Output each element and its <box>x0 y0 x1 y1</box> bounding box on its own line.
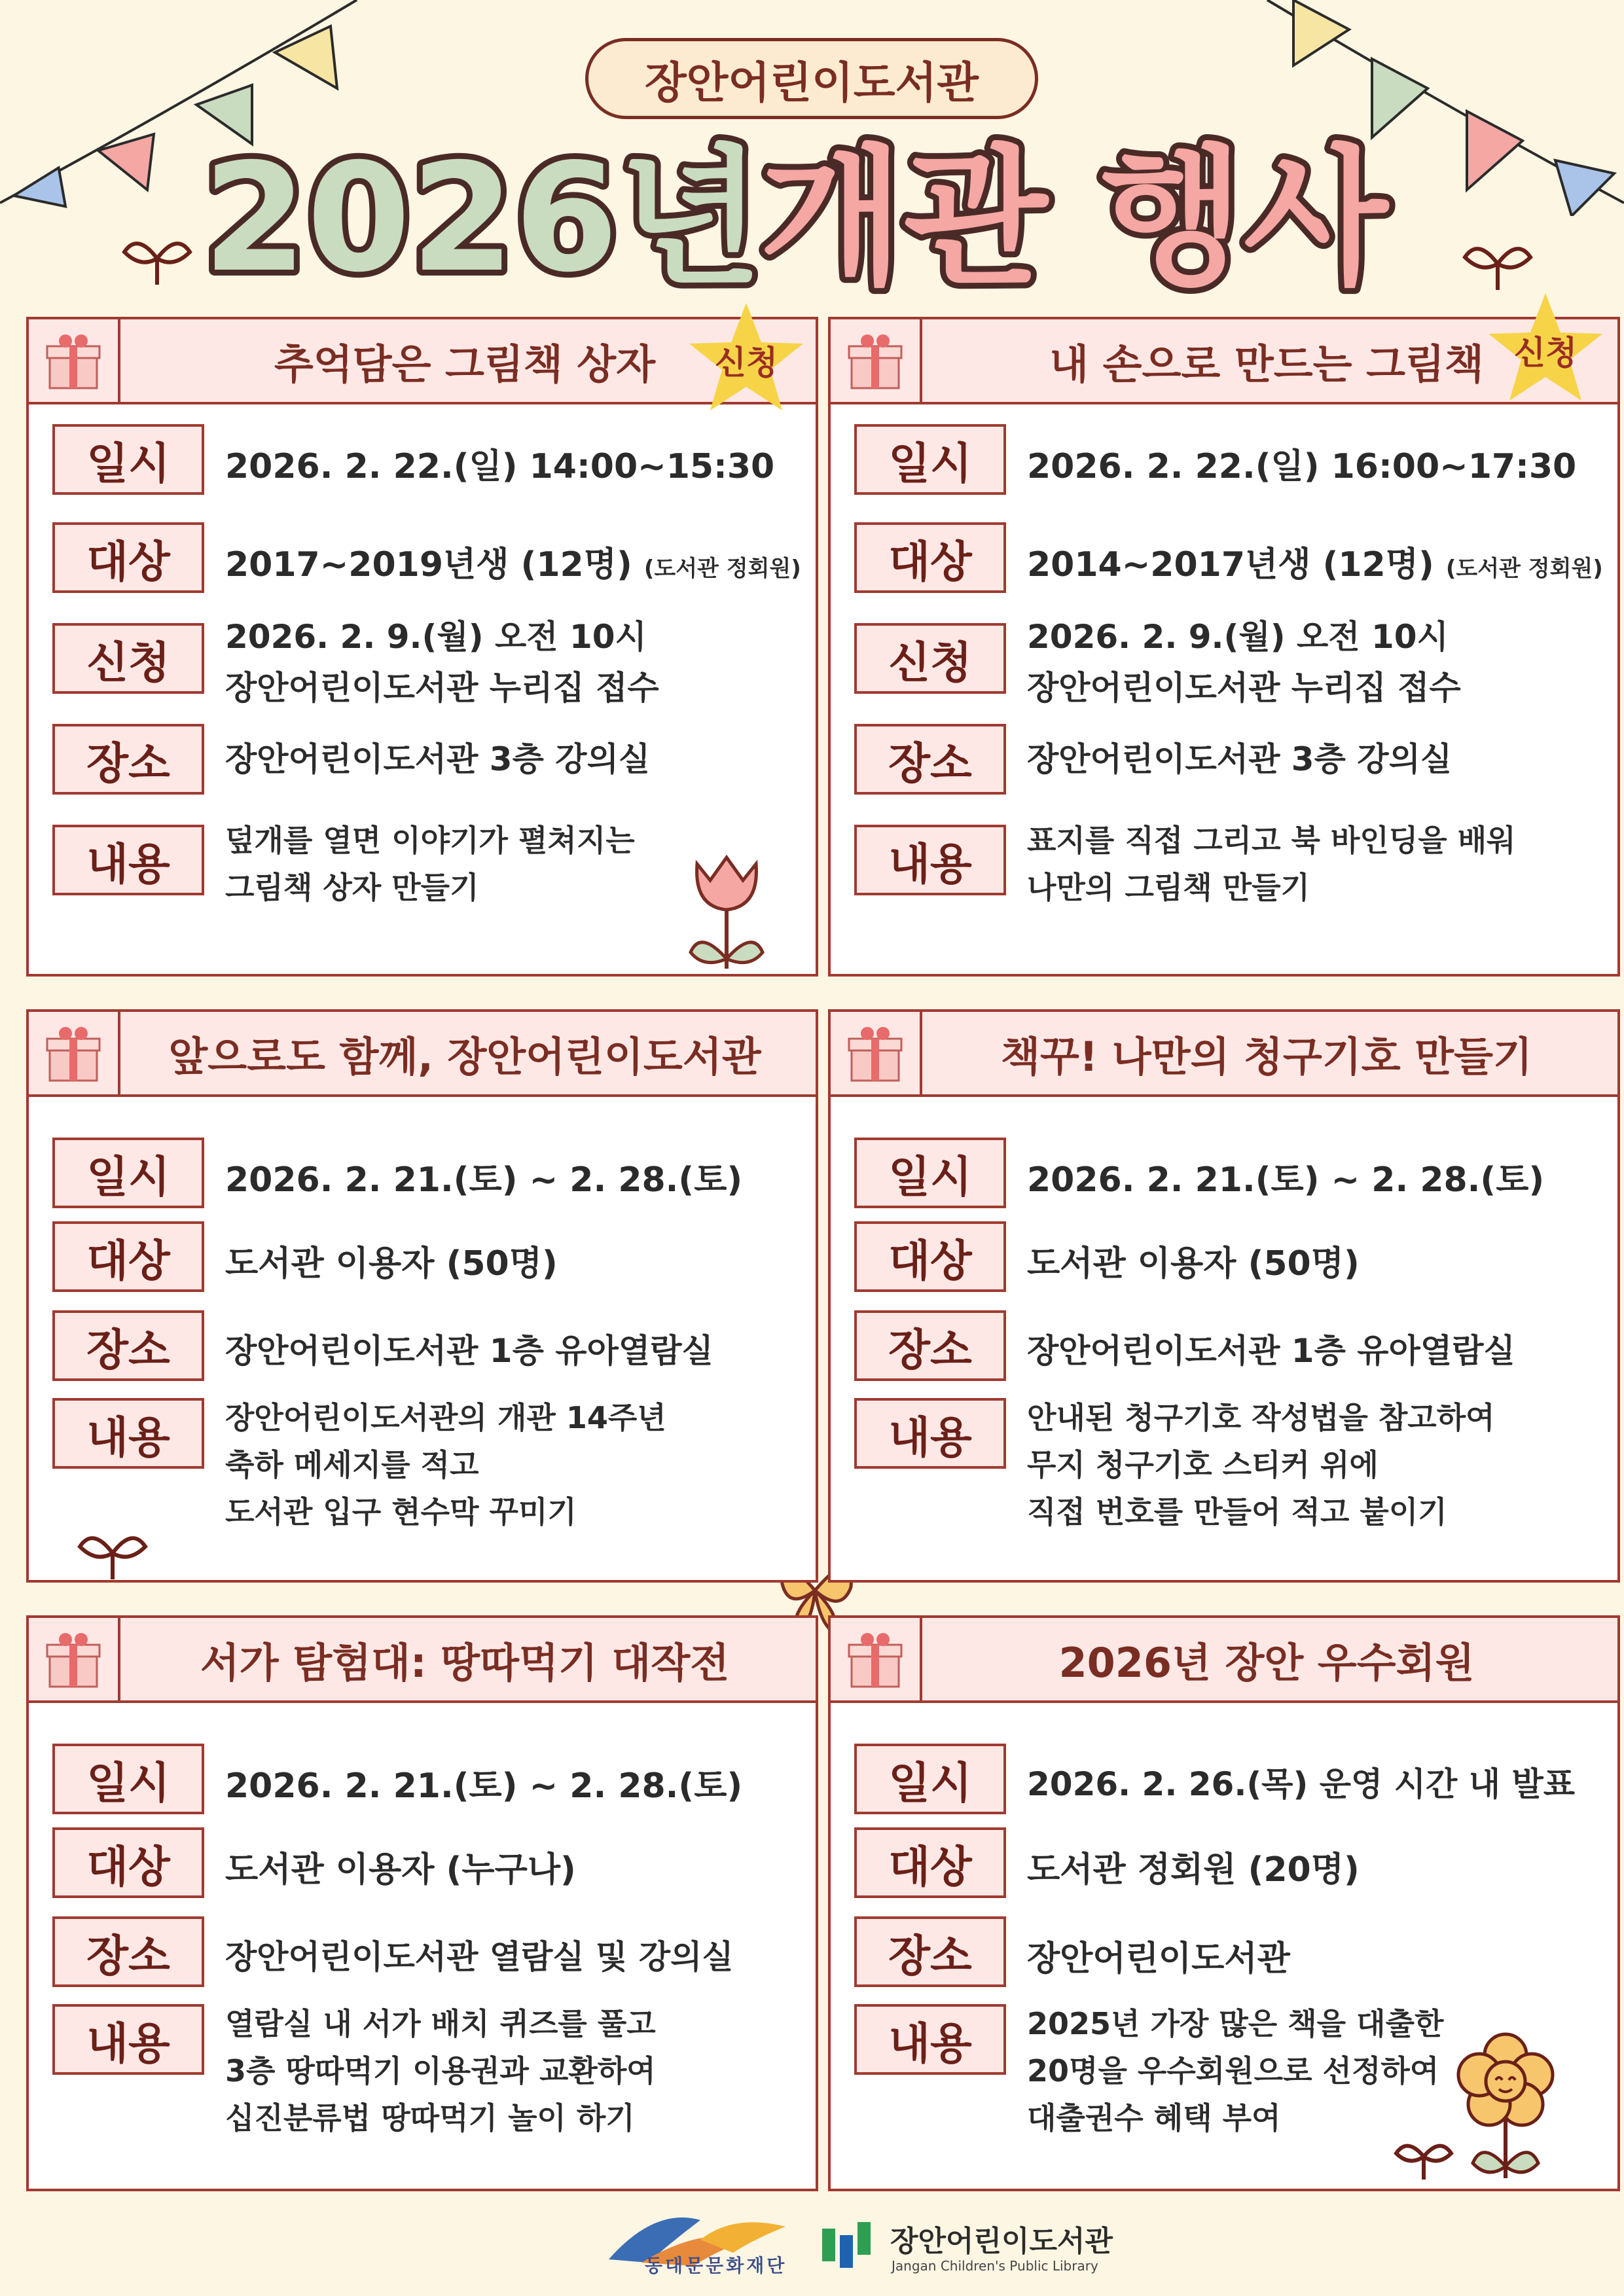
event-card-call-number <box>828 1009 1620 1583</box>
apply-badge <box>684 298 808 422</box>
content-line: 안내된 청구기호 작성법을 참고하여 <box>1027 1400 1495 1435</box>
value-datetime: 2026. 2. 22.(일) 14:00~15:30 <box>225 447 775 486</box>
target-text: 2014~2017년생 (12명) <box>1027 545 1434 584</box>
label-datetime: 일시 <box>52 424 204 495</box>
card-title: 추억담은 그림책 상자 <box>274 340 656 388</box>
footer-library-name: 장안어린이도서관 <box>890 2225 1113 2258</box>
badge-text: 신청 <box>1513 334 1578 372</box>
value-apply <box>1027 611 1461 713</box>
content-line: 대출권수 혜택 부여 <box>1027 2100 1281 2136</box>
sprout-icon <box>73 1524 152 1583</box>
target-text: 2017~2019년생 (12명) <box>225 545 632 584</box>
content-line: 십진분류법 땅따먹기 놀이 하기 <box>225 2100 635 2136</box>
label-datetime: 일시 <box>854 1138 1006 1208</box>
value-target: 도서관 이용자 (50명) <box>1027 1244 1360 1283</box>
label-datetime: 일시 <box>854 424 1006 495</box>
apply-badge <box>1483 288 1608 412</box>
value-place: 장안어린이도서관 1층 유아열람실 <box>1027 1332 1515 1370</box>
target-note: (도서관 정회원) <box>1445 556 1603 582</box>
label-place: 장소 <box>52 1916 204 1987</box>
gift-icon <box>831 1618 922 1700</box>
gift-icon <box>29 1012 120 1094</box>
label-content: 내용 <box>52 825 204 895</box>
content-line: 도서관 입구 현수막 꾸미기 <box>225 1494 577 1530</box>
value-content <box>1027 2000 1443 2142</box>
content-line: 3층 땅따먹기 이용권과 교환하여 <box>225 2053 656 2089</box>
title-year: 2026년 <box>203 131 763 301</box>
tulip-icon <box>681 844 772 975</box>
content-line: 나만의 그림책 만들기 <box>1027 870 1310 905</box>
value-datetime: 2026. 2. 21.(토) ~ 2. 28.(토) <box>225 1767 743 1806</box>
value-place: 장안어린이도서관 1층 유아열람실 <box>225 1332 713 1370</box>
library-name-pill: 장안어린이도서관 <box>585 38 1038 119</box>
value-place: 장안어린이도서관 3층 강의실 <box>1027 740 1453 778</box>
content-line: 축하 메세지를 적고 <box>225 1447 479 1482</box>
label-datetime: 일시 <box>52 1138 204 1208</box>
card-header <box>831 1012 1617 1097</box>
apply-line: 장안어린이도서관 누리집 접수 <box>1027 669 1461 707</box>
gift-icon <box>29 319 120 402</box>
card-header <box>29 1012 816 1097</box>
value-content <box>225 2000 656 2142</box>
value-target <box>1027 537 1603 586</box>
label-target: 대상 <box>854 1827 1006 1898</box>
value-target: 도서관 이용자 (50명) <box>225 1244 558 1283</box>
value-content <box>1027 1394 1495 1535</box>
gift-icon <box>29 1618 120 1700</box>
gift-icon <box>831 1012 922 1094</box>
badge-text: 신청 <box>714 344 778 382</box>
value-datetime: 2026. 2. 21.(토) ~ 2. 28.(토) <box>1027 1160 1545 1200</box>
footer-library-name-en: Jangan Children's Public Library <box>892 2258 1098 2274</box>
label-datetime: 일시 <box>52 1744 204 1814</box>
value-target: 도서관 정회원 (20명) <box>1027 1850 1360 1890</box>
label-place: 장소 <box>854 1916 1006 1987</box>
label-place: 장소 <box>52 724 204 795</box>
content-line: 2025년 가장 많은 책을 대출한 <box>1027 2006 1444 2041</box>
value-content <box>225 817 635 911</box>
content-line: 표지를 직접 그리고 북 바인딩을 배워 <box>1027 823 1516 858</box>
page-title <box>0 0 1624 301</box>
label-target: 대상 <box>52 1827 204 1898</box>
label-apply: 신청 <box>854 623 1006 694</box>
apply-line: 2026. 2. 9.(월) 오전 10시 <box>1027 618 1449 656</box>
event-card-handmade-book <box>828 317 1620 977</box>
content-line: 장안어린이도서관의 개관 14주년 <box>225 1400 666 1435</box>
label-content: 내용 <box>854 1398 1006 1469</box>
apply-line: 장안어린이도서관 누리집 접수 <box>225 669 659 707</box>
label-content: 내용 <box>52 2004 204 2075</box>
card-header <box>831 1618 1617 1703</box>
library-logo <box>817 2212 876 2271</box>
content-line: 20명을 우수회원으로 선정하여 <box>1027 2053 1439 2089</box>
content-line: 직접 번호를 만들어 적고 붙이기 <box>1027 1494 1447 1530</box>
value-content <box>1027 817 1516 911</box>
value-place: 장안어린이도서관 <box>1027 1939 1290 1979</box>
value-datetime: 2026. 2. 22.(일) 16:00~17:30 <box>1027 447 1577 486</box>
gift-icon <box>831 319 922 402</box>
card-title: 2026년 장안 우수회원 <box>1058 1638 1475 1687</box>
value-apply <box>225 611 659 713</box>
label-content: 내용 <box>854 2004 1006 2075</box>
card-title: 서가 탐험대: 땅따먹기 대작전 <box>200 1638 730 1687</box>
label-place: 장소 <box>854 1310 1006 1381</box>
event-card-shelf-explorer <box>26 1615 818 2191</box>
value-place: 장안어린이도서관 열람실 및 강의실 <box>225 1938 734 1976</box>
value-datetime: 2026. 2. 26.(목) 운영 시간 내 발표 <box>1027 1765 1576 1803</box>
value-target: 도서관 이용자 (누구나) <box>225 1850 576 1890</box>
content-line: 무지 청구기호 스티커 위에 <box>1027 1447 1379 1482</box>
target-note: (도서관 정회원) <box>643 556 801 582</box>
label-apply: 신청 <box>52 623 204 694</box>
event-card-together <box>26 1009 818 1583</box>
label-datetime: 일시 <box>854 1744 1006 1814</box>
label-place: 장소 <box>52 1310 204 1381</box>
label-target: 대상 <box>854 1221 1006 1292</box>
value-target <box>225 537 801 586</box>
flower-icon <box>1384 2029 1568 2186</box>
card-title: 앞으로도 함께, 장안어린이도서관 <box>168 1032 761 1081</box>
card-header <box>29 1618 816 1703</box>
label-content: 내용 <box>52 1398 204 1469</box>
content-line: 열람실 내 서가 배치 퀴즈를 풀고 <box>225 2006 656 2041</box>
card-title: 내 손으로 만드는 그림책 <box>1049 340 1484 388</box>
content-line: 그림책 상자 만들기 <box>225 870 479 905</box>
foundation-name: 동대문문화재단 <box>645 2255 787 2276</box>
label-place: 장소 <box>854 724 1006 795</box>
label-target: 대상 <box>854 522 1006 593</box>
content-line: 덮개를 열면 이야기가 펼쳐지는 <box>225 823 635 858</box>
value-content <box>225 1394 666 1535</box>
title-event: 개관 행사 <box>759 131 1388 301</box>
card-title: 책꾸! 나만의 청구기호 만들기 <box>1001 1032 1532 1081</box>
value-datetime: 2026. 2. 21.(토) ~ 2. 28.(토) <box>225 1160 743 1200</box>
label-content: 내용 <box>854 825 1006 895</box>
label-target: 대상 <box>52 1221 204 1292</box>
label-target: 대상 <box>52 522 204 593</box>
value-place: 장안어린이도서관 3층 강의실 <box>225 740 651 778</box>
apply-line: 2026. 2. 9.(월) 오전 10시 <box>225 618 647 656</box>
